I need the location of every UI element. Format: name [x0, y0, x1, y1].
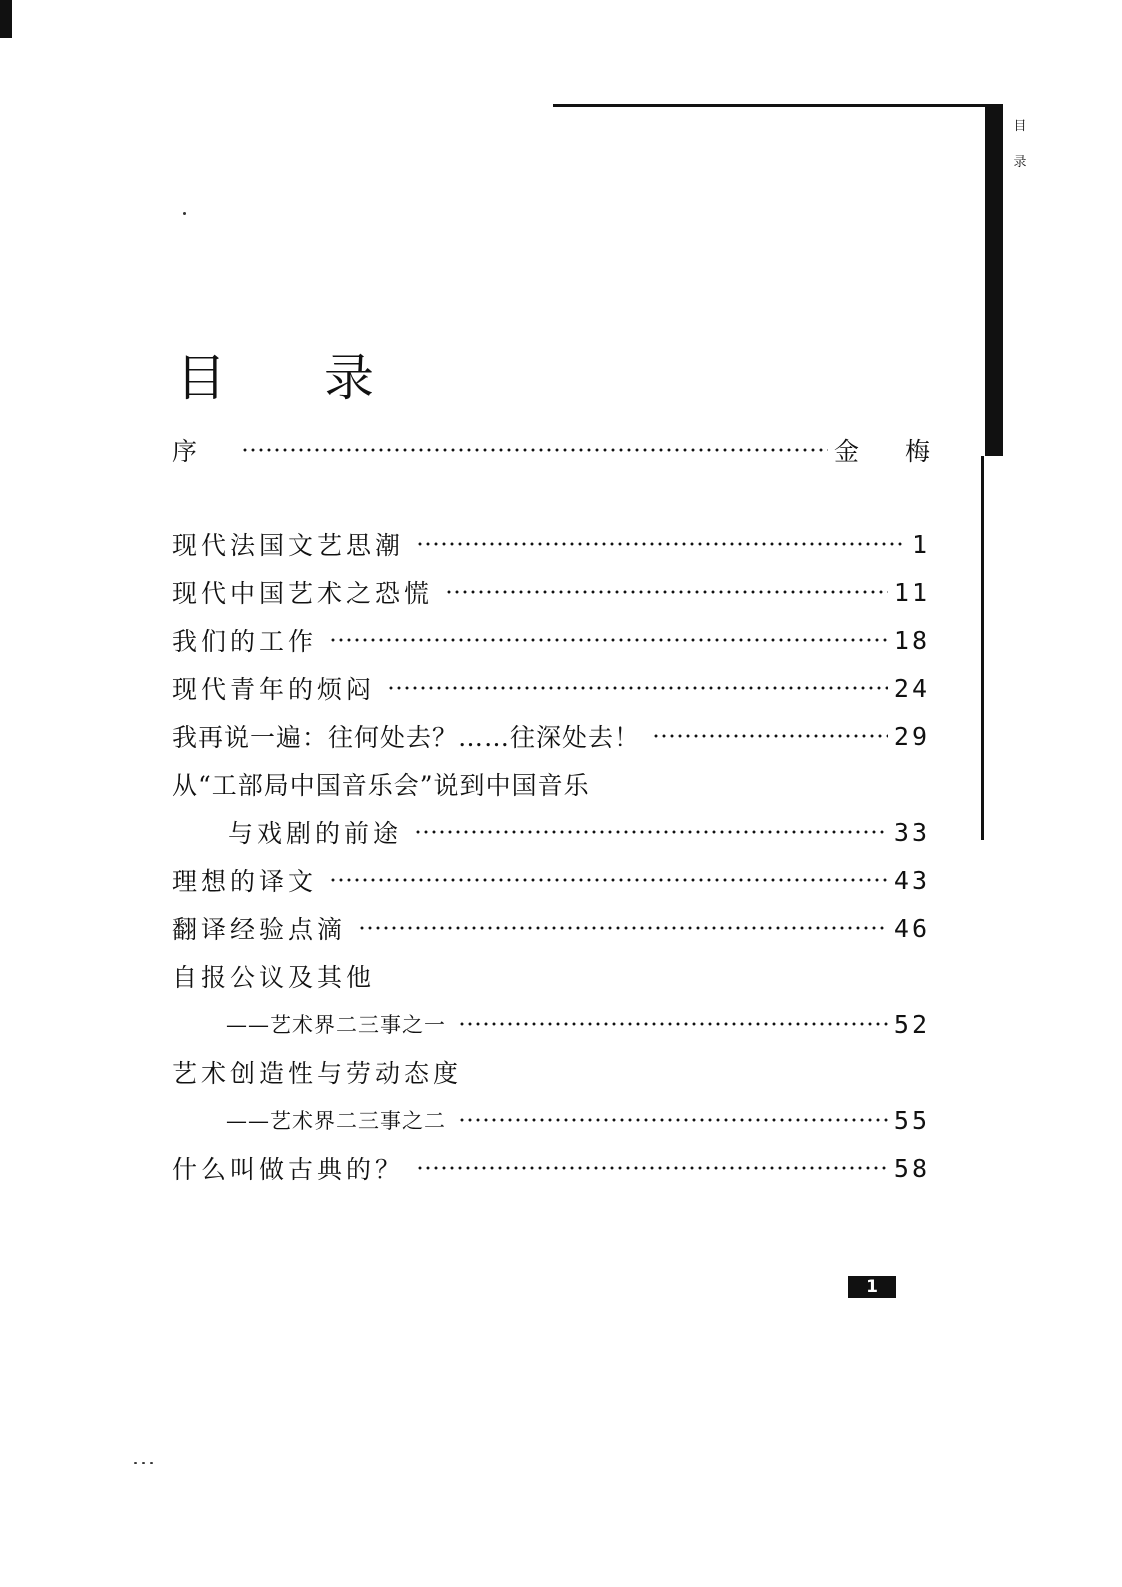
toc-title: 什么叫做古典的？: [172, 1155, 405, 1184]
toc-page: 24: [893, 673, 930, 703]
leader-dots: [445, 589, 888, 595]
toc-title: 翻译经验点滴: [172, 915, 347, 944]
leader-dots: [458, 1021, 888, 1027]
side-tab-bar: [985, 104, 1003, 456]
toc-entry[interactable]: [172, 716, 930, 756]
side-tab-label: [1012, 116, 1028, 188]
side-tab-char: 录: [1013, 155, 1027, 170]
leader-dots: [241, 447, 828, 453]
toc-title: 我再说一遍：往何处去？……往深处去！: [172, 723, 641, 752]
side-rule: [981, 456, 984, 840]
toc-entry[interactable]: [172, 524, 930, 564]
leader-dots: [387, 685, 888, 691]
toc-page: 46: [893, 913, 930, 943]
toc-entry[interactable]: [172, 620, 930, 660]
toc-title: 自报公议及其他: [172, 963, 376, 992]
toc-preface[interactable]: [172, 430, 930, 470]
toc-title: 现代法国文艺思潮: [172, 531, 405, 560]
toc-title: 从“工部局中国音乐会”说到中国音乐: [172, 771, 590, 800]
leader-dots: [414, 829, 888, 835]
toc-title: 现代青年的烦闷: [172, 675, 376, 704]
leader-dots: [329, 637, 888, 643]
toc-title: 艺术创造性与劳动态度: [172, 1059, 463, 1088]
page-number: 1: [848, 1276, 896, 1298]
toc-author-char: 金: [833, 437, 859, 466]
toc-title: ——艺术界二三事之二: [226, 1109, 446, 1133]
toc-entry[interactable]: [172, 1100, 930, 1140]
toc-entry[interactable]: [172, 1148, 930, 1188]
toc-page: 29: [893, 721, 930, 751]
toc-author: [834, 432, 930, 468]
leader-dots: [652, 733, 888, 739]
toc-entry[interactable]: [172, 1004, 930, 1044]
page-title: [176, 338, 374, 410]
toc-page: 18: [893, 625, 930, 655]
toc-title: 理想的译文: [172, 867, 318, 896]
leader-dots: [458, 1117, 888, 1123]
toc-title: 我们的工作: [172, 627, 318, 656]
page-title-char: 录: [324, 349, 374, 407]
toc-entry[interactable]: [172, 668, 930, 708]
toc-page: 58: [893, 1153, 930, 1183]
leader-dots: [416, 1165, 888, 1171]
toc-entry[interactable]: [172, 860, 930, 900]
scan-speck: [150, 1462, 153, 1464]
leader-dots: [329, 877, 888, 883]
toc-page: 1: [911, 529, 930, 559]
toc-entry-continued[interactable]: [172, 1052, 930, 1092]
toc-entry-continued[interactable]: [172, 956, 930, 996]
toc-title: ——艺术界二三事之一: [226, 1013, 446, 1037]
side-tab-char: 目: [1013, 119, 1027, 134]
toc-title: 序: [172, 437, 202, 466]
toc-page: 43: [893, 865, 930, 895]
toc-entry[interactable]: [172, 812, 930, 852]
toc-page: 55: [893, 1105, 930, 1135]
leader-dots: [416, 541, 906, 547]
scan-speck: [183, 212, 186, 215]
scan-speck: [134, 1462, 137, 1464]
toc-title: 与戏剧的前途: [228, 819, 403, 848]
toc-entry[interactable]: [172, 572, 930, 612]
header-rule: [553, 104, 989, 107]
toc-entry[interactable]: [172, 908, 930, 948]
toc-entry-continued[interactable]: [172, 764, 930, 804]
toc-page: 11: [893, 577, 930, 607]
toc-page: 33: [893, 817, 930, 847]
toc-page: 52: [893, 1009, 930, 1039]
toc-title: 现代中国艺术之恐慌: [172, 579, 434, 608]
scan-speck: [142, 1462, 145, 1464]
scan-corner-mark: [0, 0, 12, 38]
page-title-char: 目: [176, 349, 226, 407]
toc-author-char: 梅: [904, 437, 930, 466]
leader-dots: [358, 925, 888, 931]
